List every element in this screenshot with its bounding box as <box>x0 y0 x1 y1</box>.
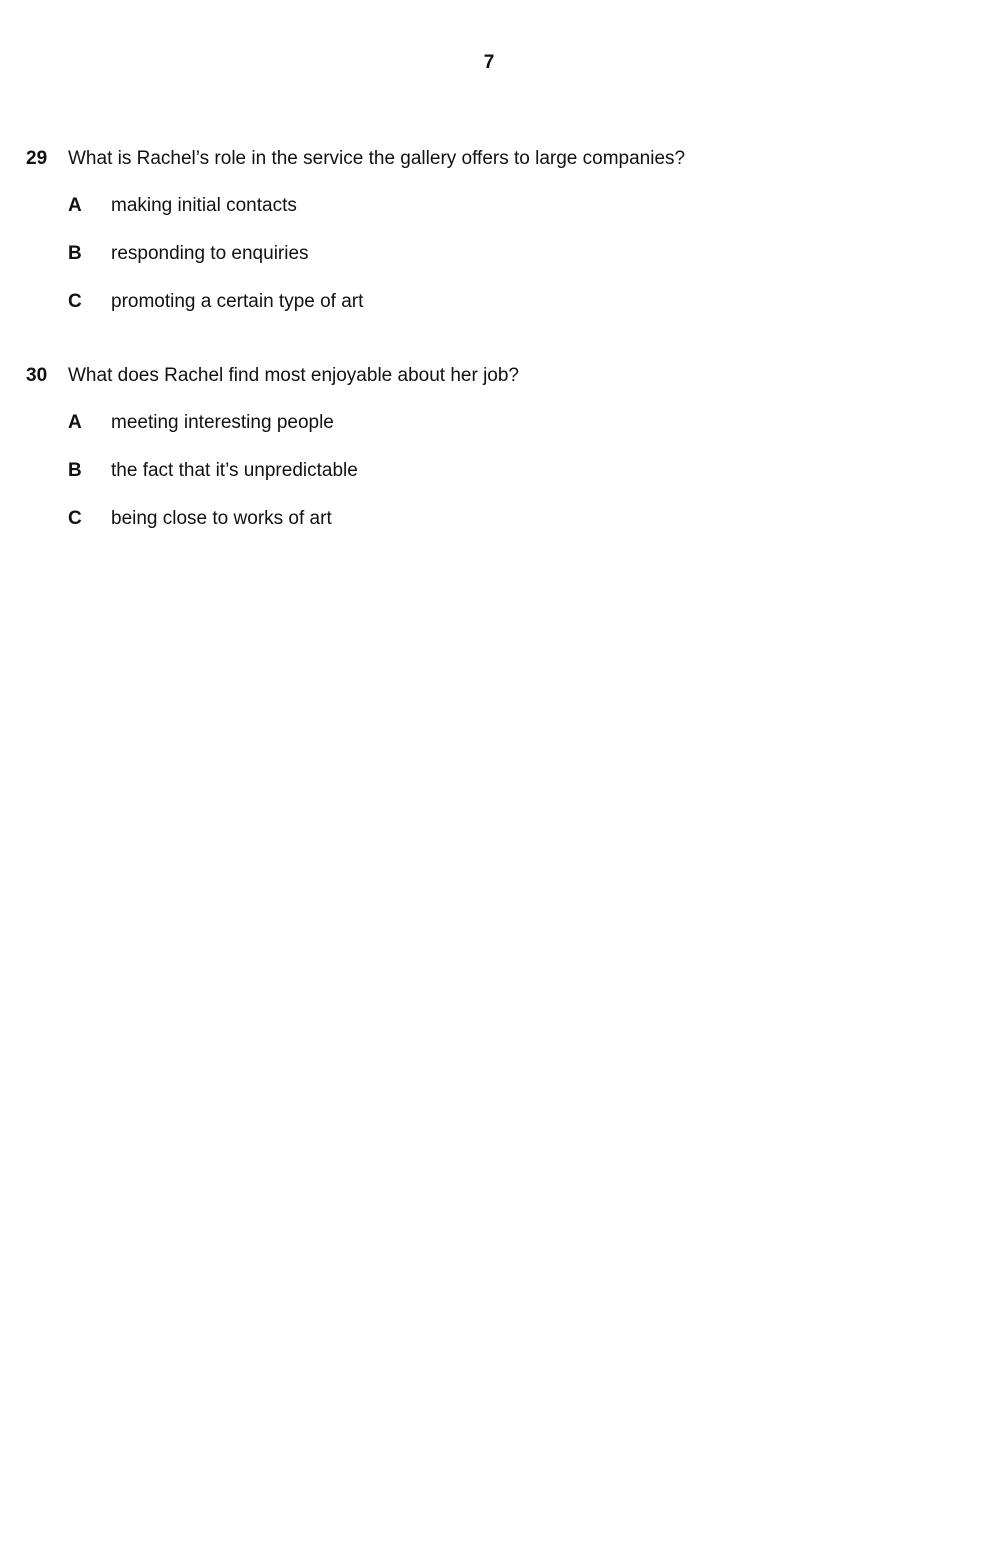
option-letter: B <box>68 243 82 264</box>
page-number: 7 <box>483 52 495 73</box>
option-letter: B <box>68 460 82 481</box>
option-text: being close to works of art <box>111 508 332 529</box>
question-stem <box>26 147 966 171</box>
option-b <box>68 459 966 483</box>
option-c <box>68 507 966 531</box>
question-29 <box>26 147 966 338</box>
option-a <box>68 411 966 435</box>
question-number: 30 <box>26 365 48 386</box>
question-stem <box>26 364 966 388</box>
answer-options <box>26 411 966 531</box>
option-text: meeting interesting people <box>111 412 334 433</box>
question-30 <box>26 364 966 555</box>
option-a <box>68 194 966 218</box>
option-text: making initial contacts <box>111 195 297 216</box>
question-text: What does Rachel find most enjoyable about her job? <box>68 365 519 386</box>
option-letter: A <box>68 412 82 433</box>
option-text: responding to enquiries <box>111 243 309 264</box>
option-b <box>68 242 966 266</box>
option-letter: C <box>68 291 82 312</box>
option-letter: A <box>68 195 82 216</box>
question-number: 29 <box>26 148 48 169</box>
option-text: the fact that it’s unpredictable <box>111 460 358 481</box>
question-text: What is Rachel’s role in the service the gallery offers to large companies? <box>68 148 686 169</box>
answer-options <box>26 194 966 314</box>
option-c <box>68 290 966 314</box>
option-letter: C <box>68 508 82 529</box>
option-text: promoting a certain type of art <box>111 291 364 312</box>
